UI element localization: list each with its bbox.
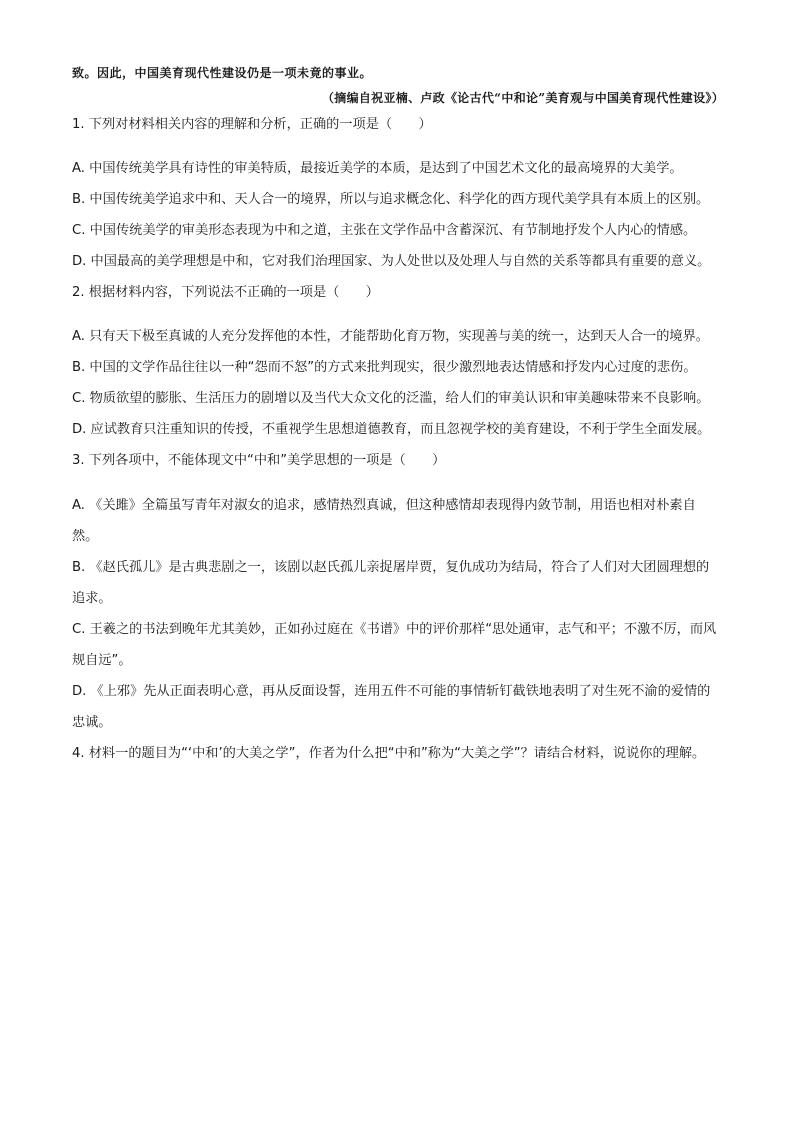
- question-2-option-b: B. 中国的文学作品往往以一种“怨而不怒”的方式来批判现实，很少激烈地表达情感和抒发内心过度的悲伤。: [72, 360, 697, 376]
- question-3-option-a: A. 《关雎》全篇虽写青年对淑女的追求，感情热烈真诚，但这种感情却表现得内敛节制，用语也相对朴素自然。: [72, 497, 696, 544]
- question-1-option-c: C. 中国传统美学的审美形态表现为中和之道，主张在文学作品中含蓄深沉、有节制地抒发个人内心的情感。: [72, 223, 697, 239]
- source-citation: （摘编自祝亚楠、卢政《论古代“中和论”美育观与中国美育现代性建设》）: [321, 91, 724, 105]
- page: [72, 62, 722, 782]
- question-2-stem: 2. 根据材料内容，下列说法不正确的一项是（ ）: [72, 285, 379, 301]
- question-3-stem: 3. 下列各项中，不能体现文中“中和”美学思想的一项是（ ）: [72, 453, 446, 469]
- question-4-stem: 4. 材料一的题目为“‘中和’的大美之学”，作者为什么把“中和”称为“大美之学”？请结合材料，说说你的理解。: [72, 745, 706, 761]
- question-1-option-d: D. 中国最高的美学理想是中和，它对我们治理国家、为人处世以及处理人与自然的关系等都具有重要的意义。: [72, 254, 711, 270]
- question-3-option-c: C. 王羲之的书法到晚年尤其美妙，正如孙过庭在《书谱》中的评价那样“思处通审，志气和平；不激不厉，而风规自远”。: [72, 621, 717, 668]
- question-3-option-d: D. 《上邪》先从正面表明心意，再从反面设誓，连用五件不可能的事情斩钉截铁地表明了对生死不渝的爱情的忠诚。: [72, 683, 711, 730]
- question-3-option-b: B. 《赵氏孤儿》是古典悲剧之一，该剧以赵氏孤儿亲捉屠岸贾，复仇成功为结局，符合了人们对大团圆理想的追求。: [72, 559, 710, 606]
- question-1-option-a: A. 中国传统美学具有诗性的审美特质，最接近美学的本质，是达到了中国艺术文化的最高境界的大美学。: [72, 161, 683, 177]
- question-2-option-c: C. 物质欲望的膨胀、生活压力的剧增以及当代大众文化的泛滥，给人们的审美认识和审美趣味带来不良影响。: [72, 391, 710, 407]
- intro-closing-line: 致。因此，中国美育现代性建设仍是一项未竟的事业。: [72, 66, 373, 80]
- question-1-stem: 1. 下列对材料相关内容的理解和分析，正确的一项是（ ）: [72, 117, 432, 132]
- question-2-option-a: A. 只有天下极至真诚的人充分发挥他的本性，才能帮助化育万物，实现善与美的统一，达到天人合一的境界。: [72, 329, 709, 345]
- question-list: [72, 109, 722, 769]
- question-2-option-d: D. 应试教育只注重知识的传授，不重视学生思想道德教育，而且忽视学校的美育建设，不利于学生全面发展。: [72, 422, 711, 438]
- question-1-option-b: B. 中国传统美学追求中和、天人合一的境界，所以与追求概念化、科学化的西方现代美学具有本质上的区别。: [72, 192, 710, 208]
